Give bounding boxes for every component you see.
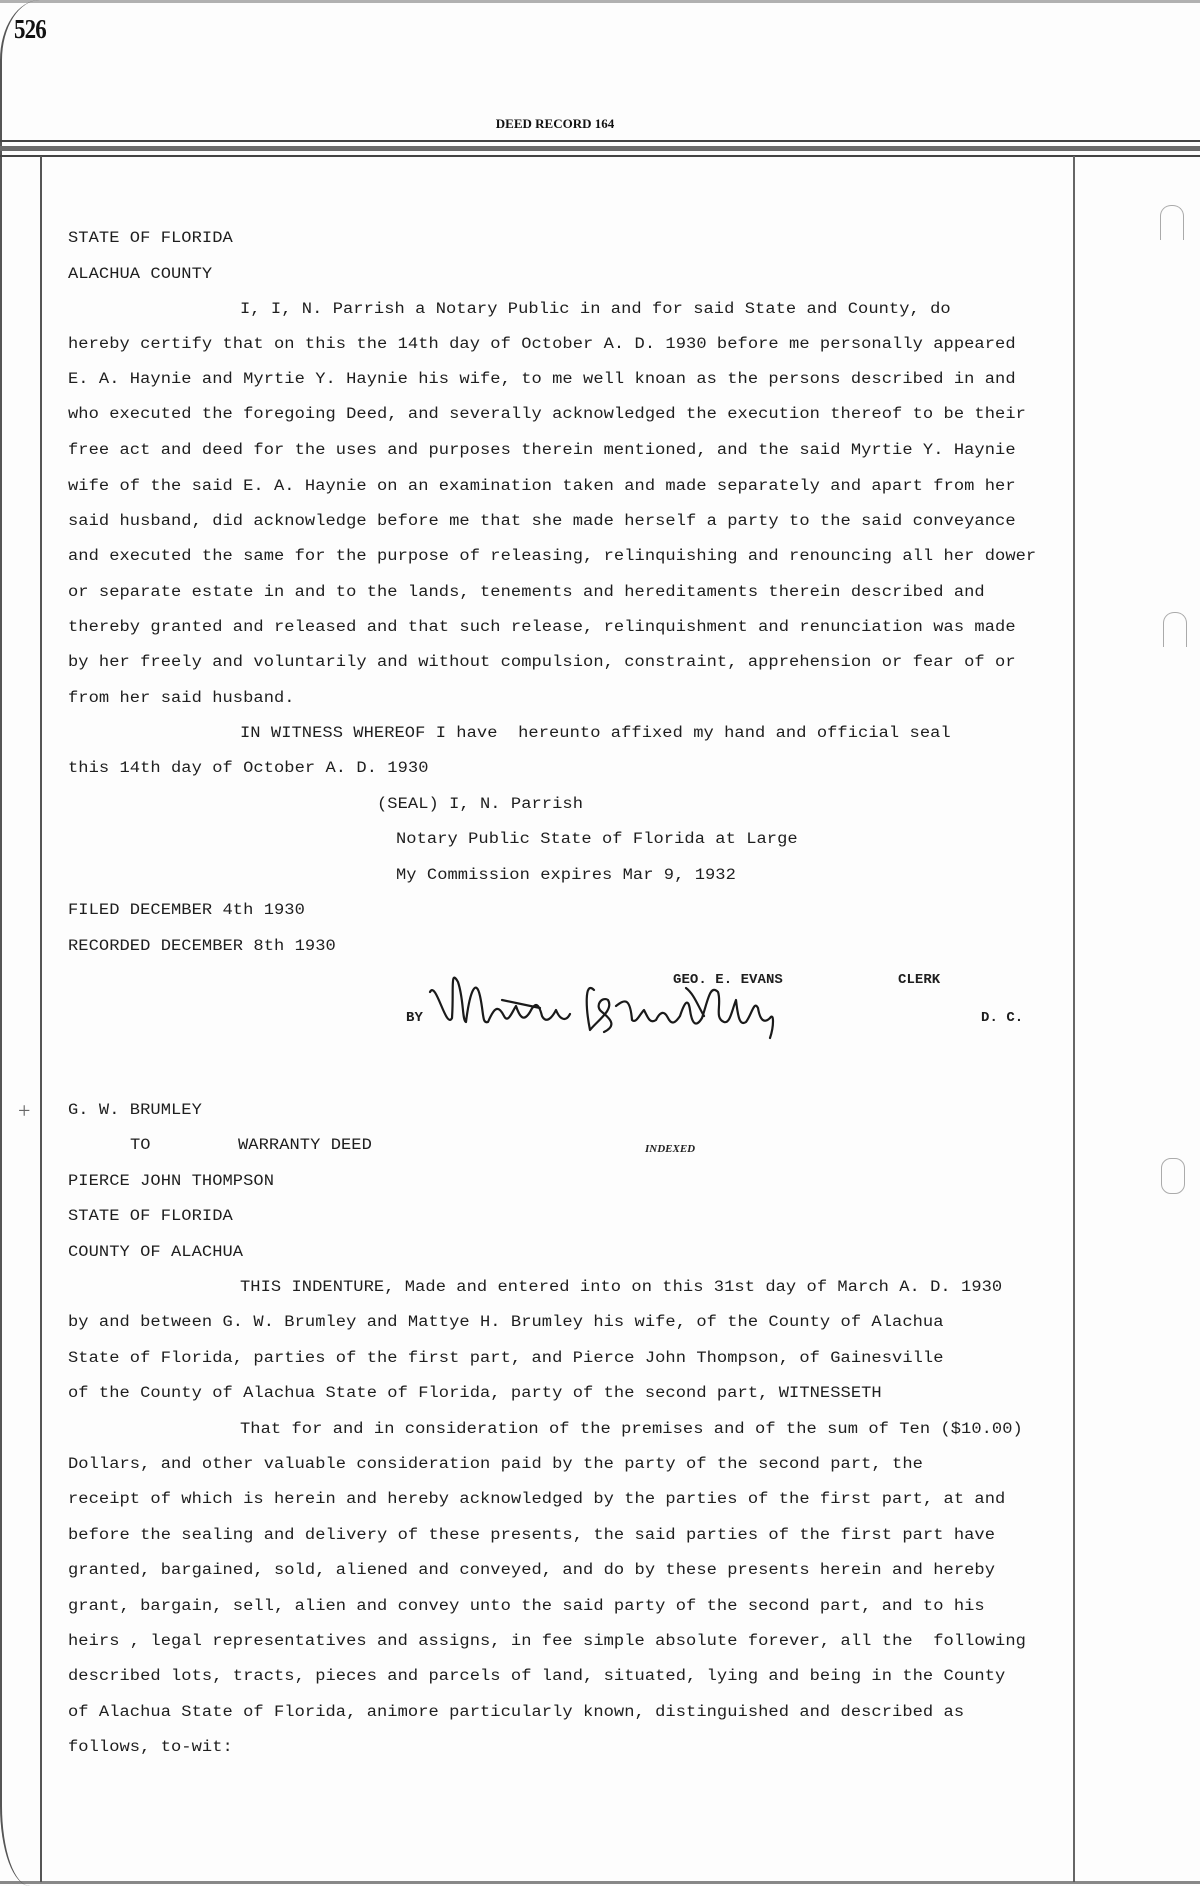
venue-state: STATE OF FLORIDA bbox=[68, 229, 233, 247]
indexed-stamp: INDEXED bbox=[645, 1143, 696, 1155]
venue-county: COUNTY OF ALACHUA bbox=[68, 1243, 244, 1261]
body-line: heirs , legal representatives and assigns, in fee simple absolute forever, all the following bbox=[68, 1632, 1026, 1650]
header-rule bbox=[0, 155, 1200, 157]
by-label: BY bbox=[406, 1010, 423, 1026]
right-margin-line bbox=[1073, 156, 1075, 1882]
body-line: Dollars, and other valuable consideration paid by the party of the second part, the bbox=[68, 1455, 923, 1473]
body-line: I, I, N. Parrish a Notary Public in and for said State and County, do bbox=[240, 300, 951, 318]
grantor-name: G. W. BRUMLEY bbox=[68, 1101, 202, 1119]
body-line: and executed the same for the purpose of releasing, relinquishing and renouncing all her dower bbox=[68, 547, 1037, 565]
body-line: follows, to-wit: bbox=[68, 1738, 233, 1756]
page-bottom-edge bbox=[0, 1881, 1200, 1884]
seal-notary-title: Notary Public State of Florida at Large bbox=[396, 830, 798, 848]
venue-state: STATE OF FLORIDA bbox=[68, 1207, 233, 1225]
page-number: 526 bbox=[14, 14, 46, 44]
body-line: hereby certify that on this the 14th day of October A. D. 1930 before me personally appeared bbox=[68, 335, 1016, 353]
binding-hole-icon bbox=[1160, 205, 1184, 240]
seal-notary-name: (SEAL) I, N. Parrish bbox=[377, 795, 584, 813]
grantee-name: PIERCE JOHN THOMPSON bbox=[68, 1172, 275, 1190]
witness-line: IN WITNESS WHEREOF I have hereunto affixed my hand and official seal bbox=[240, 724, 951, 742]
body-line: by and between G. W. Brumley and Mattye H. Brumley his wife, of the County of Alachua bbox=[68, 1313, 944, 1331]
recorded-date: RECORDED DECEMBER 8th 1930 bbox=[68, 937, 336, 955]
margin-mark: + bbox=[18, 1098, 31, 1123]
signature-stroke bbox=[502, 1000, 540, 1008]
body-line: State of Florida, parties of the first part, and Pierce John Thompson, of Gainesville bbox=[68, 1349, 944, 1367]
body-line: said husband, did acknowledge before me that she made herself a party to the said conveyance bbox=[68, 512, 1016, 530]
body-line: who executed the foregoing Deed, and severally acknowledged the execution thereof to be their bbox=[68, 405, 1026, 423]
page-curl bbox=[0, 0, 42, 1886]
binding-hole-icon bbox=[1161, 1158, 1185, 1194]
body-line: from her said husband. bbox=[68, 689, 295, 707]
body-line: That for and in consideration of the premises and of the sum of Ten ($10.00) bbox=[240, 1420, 1023, 1438]
body-line: before the sealing and delivery of these presents, the said parties of the first part have bbox=[68, 1526, 996, 1544]
body-line: E. A. Haynie and Myrtie Y. Haynie his wife, to me well knoan as the persons described in and bbox=[68, 370, 1016, 388]
body-line: receipt of which is herein and hereby acknowledged by the parties of the first part, at and bbox=[68, 1490, 1006, 1508]
header-rule bbox=[0, 140, 1200, 142]
seal-commission-expiry: My Commission expires Mar 9, 1932 bbox=[396, 866, 736, 884]
body-line: granted, bargained, sold, aliened and conveyed, and do by these presents herein and hereby bbox=[68, 1561, 996, 1579]
body-line: by her freely and voluntarily and without compulsion, constraint, apprehension or fear of or bbox=[68, 653, 1016, 671]
clerk-title: CLERK bbox=[898, 972, 941, 988]
page-top-edge bbox=[0, 0, 1200, 3]
body-line: free act and deed for the uses and purposes therein mentioned, and the said Myrtie Y. Haynie bbox=[68, 441, 1016, 459]
body-line: or separate estate in and to the lands, tenements and hereditaments therein described and bbox=[68, 583, 985, 601]
clerk-name: GEO. E. EVANS bbox=[673, 972, 783, 988]
record-title: DEED RECORD 164 bbox=[495, 116, 615, 131]
body-line: of Alachua State of Florida, animore particularly known, distinguished and described as bbox=[68, 1703, 965, 1721]
left-margin-line bbox=[40, 156, 42, 1882]
signature-stroke bbox=[686, 988, 704, 1016]
venue-county: ALACHUA COUNTY bbox=[68, 265, 213, 283]
binding-hole-icon bbox=[1163, 612, 1187, 647]
witness-date-line: this 14th day of October A. D. 1930 bbox=[68, 759, 429, 777]
signature-stroke bbox=[430, 978, 570, 1023]
body-line: described lots, tracts, pieces and parcels of land, situated, lying and being in the County bbox=[68, 1667, 1006, 1685]
deed-type: WARRANTY DEED bbox=[238, 1136, 372, 1154]
deputy-clerk-signature bbox=[418, 960, 838, 1050]
header-rule-thick bbox=[0, 146, 1200, 151]
signature-stroke bbox=[587, 988, 612, 1032]
body-line: grant, bargain, sell, alien and convey unto the said party of the second part, and to his bbox=[68, 1597, 985, 1615]
body-line: wife of the said E. A. Haynie on an examination taken and made separately and apart from her bbox=[68, 477, 1016, 495]
body-line: THIS INDENTURE, Made and entered into on this 31st day of March A. D. 1930 bbox=[240, 1278, 1003, 1296]
deputy-clerk-label: D. C. bbox=[981, 1010, 1024, 1026]
body-line: of the County of Alachua State of Florida, party of the second part, WITNESSETH bbox=[68, 1384, 882, 1402]
body-line: thereby granted and released and that such release, relinquishment and renunciation was made bbox=[68, 618, 1016, 636]
to-label: TO bbox=[130, 1136, 151, 1154]
filed-date: FILED DECEMBER 4th 1930 bbox=[68, 901, 305, 919]
